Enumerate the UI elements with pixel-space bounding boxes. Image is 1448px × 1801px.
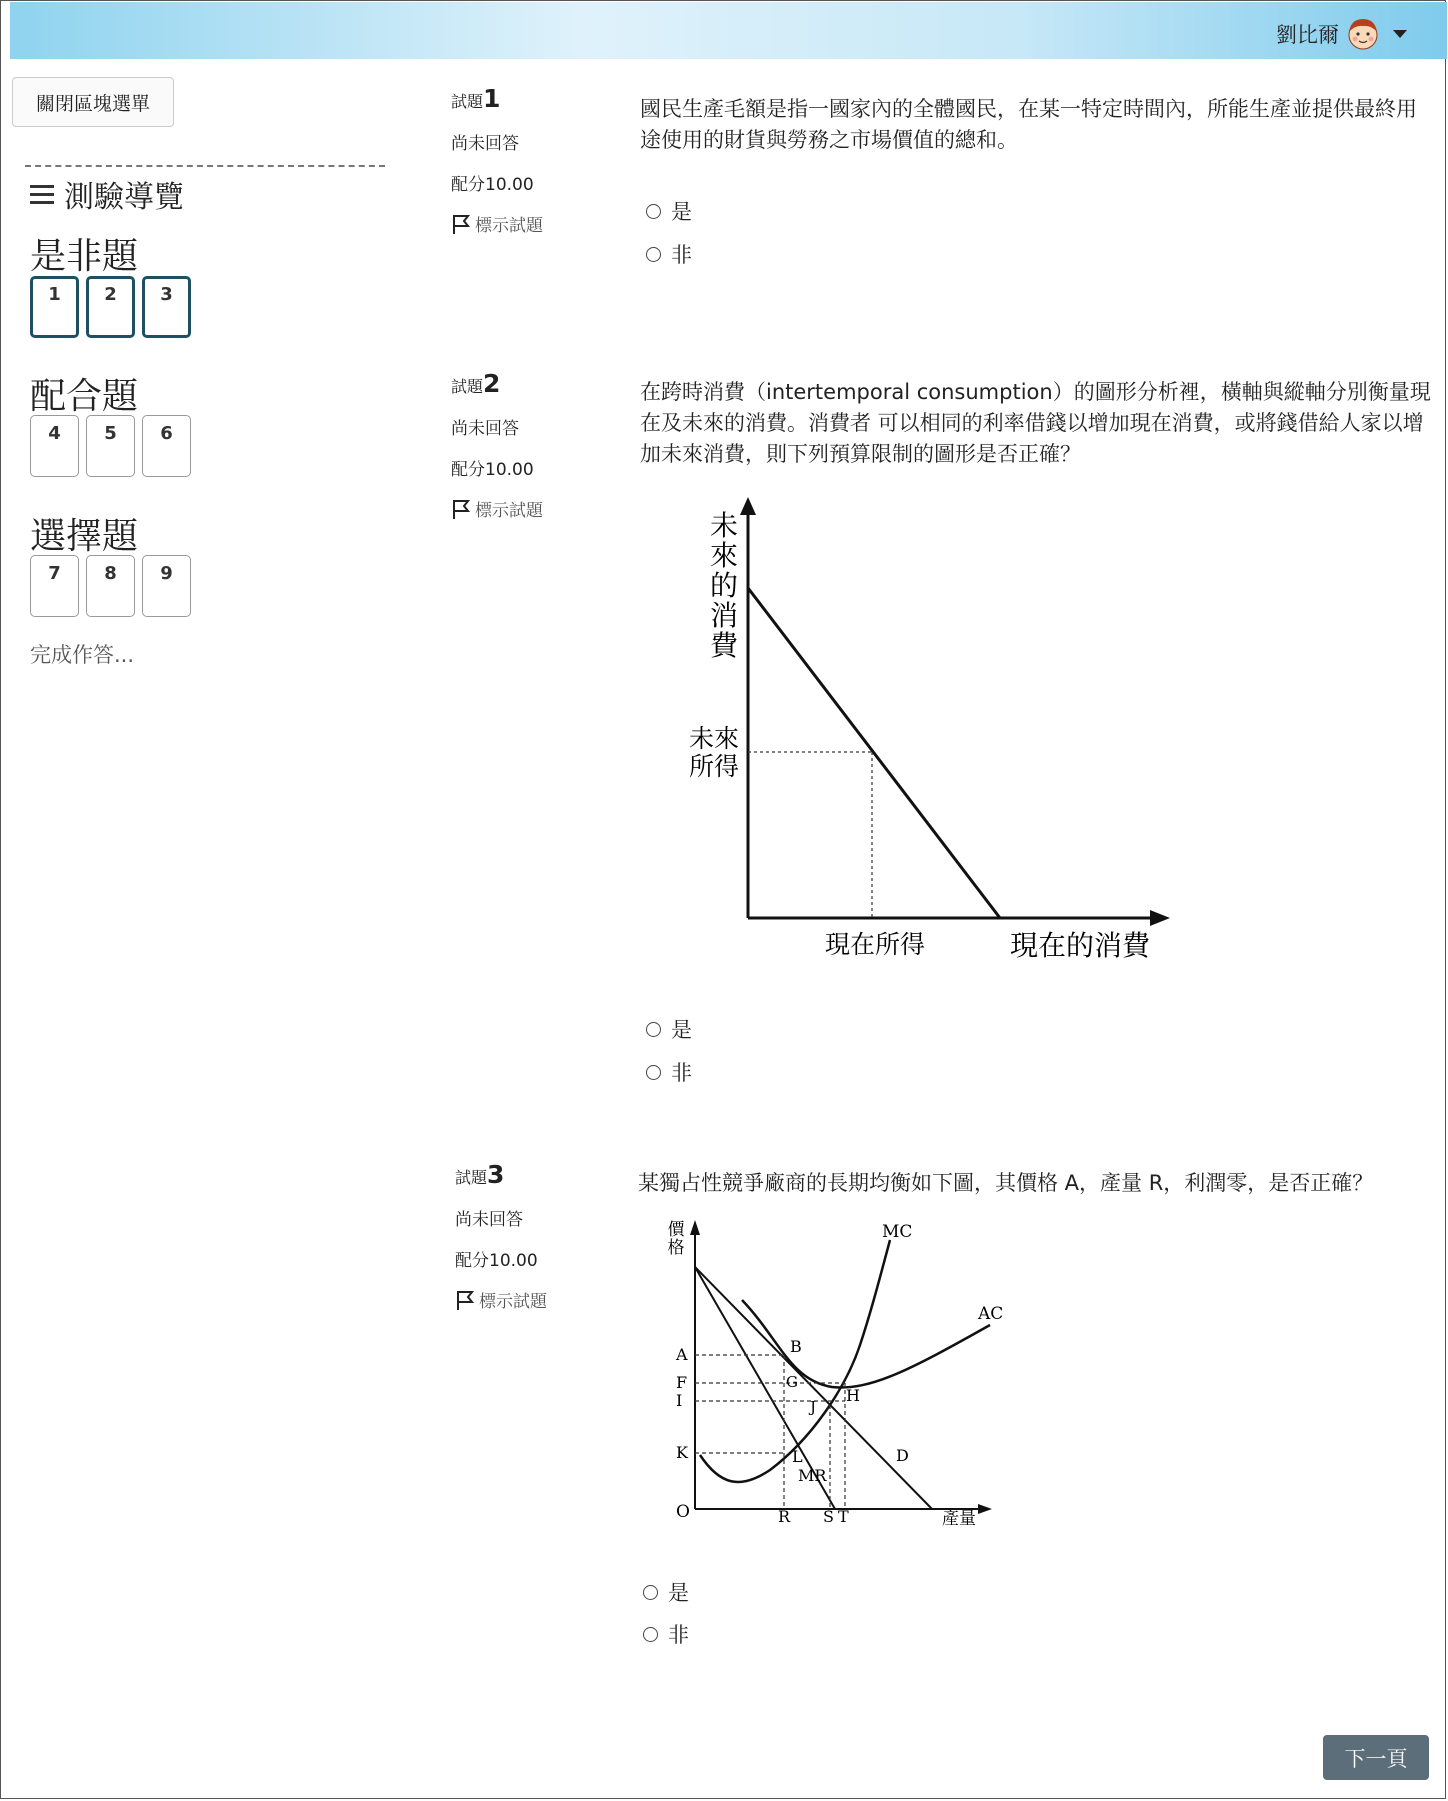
point-label: L <box>792 1447 803 1466</box>
point-label: B <box>790 1337 802 1356</box>
question-number: 試題3 <box>455 1160 505 1189</box>
origin-label: O <box>676 1502 690 1522</box>
question-score: 配分10.00 <box>455 1251 538 1271</box>
nav-group-true-false <box>30 276 191 338</box>
point-label: J <box>810 1398 817 1416</box>
y-axis-char: 消 <box>709 599 739 632</box>
nav-group-multiple-choice <box>30 555 191 617</box>
question-text-3: 某獨占性競爭廠商的長期均衡如下圖，其價格 A，產量 R，利潤零，是否正確？ <box>638 1171 1374 1195</box>
nav-question-3[interactable]: 3 <box>142 276 191 338</box>
section-title-multiple-choice: 選擇題 <box>30 516 139 557</box>
avatar <box>1345 16 1381 52</box>
question-text-1: 國民生產毛額是指一國家內的全體國民，在某一特定時間內，所能生產並提供最終用途使用的財貨與勞務之市場價值的總和。 <box>640 97 1417 152</box>
radio-button[interactable] <box>646 204 661 219</box>
demand-label: D <box>896 1446 909 1465</box>
nav-question-4[interactable]: 4 <box>30 415 79 477</box>
point-label: H <box>846 1386 860 1405</box>
point-label: G <box>786 1373 798 1391</box>
question-number: 試題2 <box>451 369 501 398</box>
radio-button[interactable] <box>646 1022 661 1037</box>
future-income-label: 所得 <box>688 752 740 781</box>
quiz-navigation-title <box>30 172 184 216</box>
question-info-2 <box>451 369 543 537</box>
question-score: 配分10.00 <box>451 175 534 195</box>
q1-option-true[interactable]: 是 <box>646 196 692 226</box>
finish-attempt-link[interactable]: 完成作答... <box>30 643 135 667</box>
x-axis-label: 現在的消費 <box>1009 929 1151 962</box>
q3-option-true[interactable]: 是 <box>643 1577 689 1607</box>
radio-button[interactable] <box>646 1065 661 1080</box>
point-label: I <box>676 1391 683 1410</box>
y-axis-char: 未 <box>709 509 739 542</box>
q2-option-false[interactable]: 非 <box>646 1057 692 1087</box>
question-status: 尚未回答 <box>451 419 519 439</box>
user-name: 劉比爾 <box>1276 23 1339 47</box>
future-income-label: 未來 <box>688 724 740 753</box>
monopolistic-competition-figure <box>660 1215 1020 1535</box>
point-label: R <box>778 1507 791 1526</box>
nav-question-6[interactable]: 6 <box>142 415 191 477</box>
point-label: T <box>838 1507 849 1526</box>
section-title-true-false: 是非題 <box>30 236 139 277</box>
y-axis-char: 價 <box>667 1220 685 1240</box>
y-axis-char: 費 <box>709 629 739 662</box>
nav-group-matching <box>30 415 191 477</box>
x-axis-label: 產量 <box>942 1509 976 1529</box>
question-score: 配分10.00 <box>451 460 534 480</box>
mr-label: MR <box>798 1466 827 1485</box>
flag-icon <box>451 498 471 520</box>
q3-option-false[interactable]: 非 <box>643 1619 689 1649</box>
flag-question-button[interactable]: 標示試題 <box>455 1287 547 1312</box>
nav-question-5[interactable]: 5 <box>86 415 135 477</box>
question-info-1 <box>451 84 543 252</box>
point-label: A <box>676 1345 688 1364</box>
point-label: K <box>676 1443 688 1462</box>
point-label: F <box>676 1373 688 1392</box>
section-title-matching: 配合題 <box>30 376 139 417</box>
nav-question-1[interactable]: 1 <box>30 276 79 338</box>
next-page-button[interactable]: 下一頁 <box>1323 1735 1429 1780</box>
current-income-label: 現在所得 <box>824 930 926 959</box>
budget-constraint-figure <box>680 495 1180 970</box>
nav-question-2[interactable]: 2 <box>86 276 135 338</box>
flag-icon <box>451 213 471 235</box>
divider <box>25 165 385 167</box>
menu-icon <box>30 180 54 209</box>
flag-icon <box>455 1289 475 1311</box>
question-status: 尚未回答 <box>451 134 519 154</box>
question-number: 試題1 <box>451 84 501 113</box>
nav-question-9[interactable]: 9 <box>142 555 191 617</box>
question-info-3 <box>455 1160 547 1328</box>
q1-option-false[interactable]: 非 <box>646 239 692 269</box>
y-axis-char: 來 <box>709 539 739 572</box>
nav-question-8[interactable]: 8 <box>86 555 135 617</box>
mc-label: MC <box>882 1222 913 1242</box>
nav-question-7[interactable]: 7 <box>30 555 79 617</box>
radio-button[interactable] <box>643 1585 658 1600</box>
radio-button[interactable] <box>646 247 661 262</box>
nav-title-label: 測驗導覽 <box>64 180 184 215</box>
ac-label: AC <box>978 1304 1004 1324</box>
y-axis-char: 的 <box>709 569 739 602</box>
question-status: 尚未回答 <box>455 1210 523 1230</box>
radio-button[interactable] <box>643 1627 658 1642</box>
flag-question-button[interactable]: 標示試題 <box>451 211 543 236</box>
top-bar <box>10 2 1447 59</box>
q2-option-true[interactable]: 是 <box>646 1014 692 1044</box>
question-text-2: 在跨時消費（intertemporal consumption）的圖形分析裡，橫軸與縱軸分別衡量現在及未來的消費。消費者 可以相同的利率借錢以增加現在消費，或將錢借給人家以增加未來消費，則下列預算限制的圖形是否正確？ <box>640 380 1431 466</box>
chevron-down-icon <box>1393 30 1407 38</box>
point-label: S <box>823 1507 834 1526</box>
close-block-menu-button[interactable]: 關閉區塊選單 <box>12 77 174 127</box>
y-axis-char: 格 <box>667 1238 685 1258</box>
user-menu[interactable] <box>1276 16 1407 52</box>
flag-question-button[interactable]: 標示試題 <box>451 496 543 521</box>
